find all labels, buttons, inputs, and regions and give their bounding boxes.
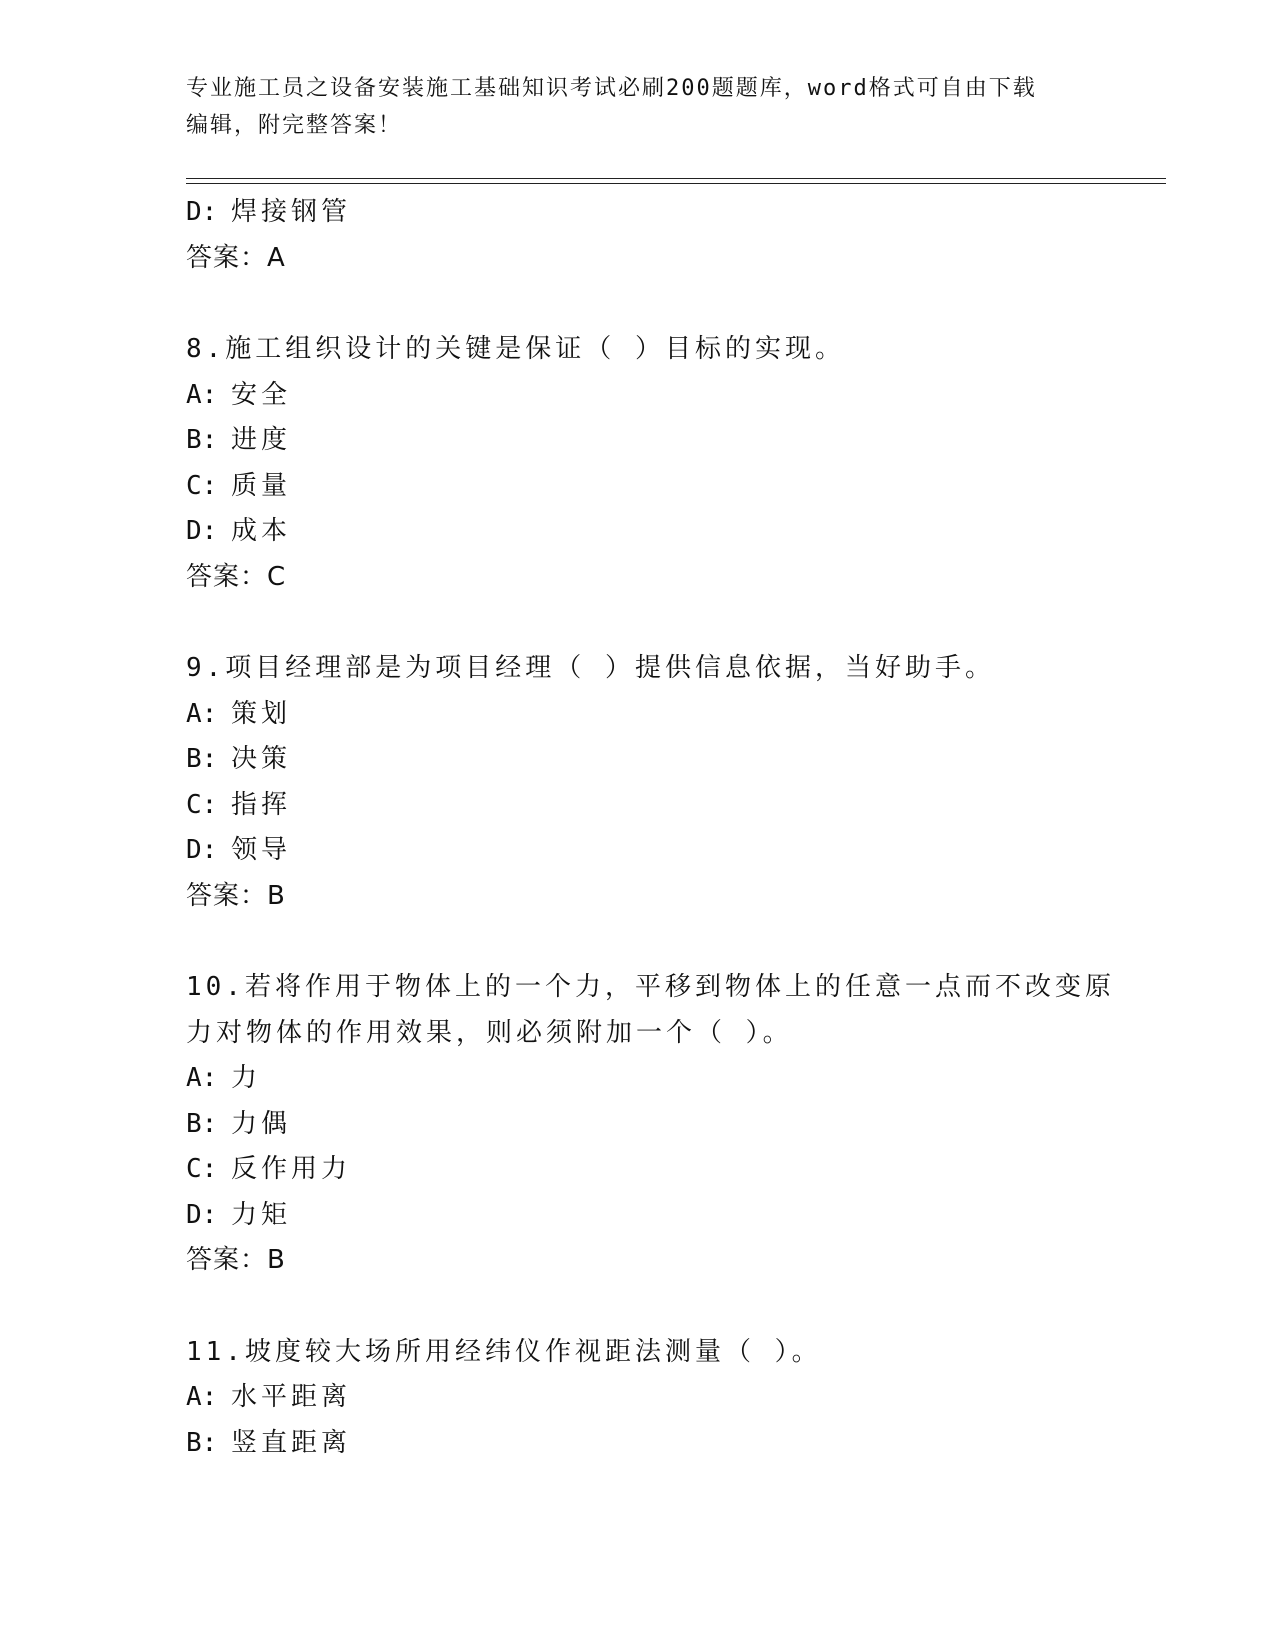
option-text: 成本 (231, 516, 292, 546)
option-label: A: (186, 1063, 218, 1093)
option-label: C: (186, 1154, 218, 1184)
option-label: A: (186, 1382, 218, 1412)
question-stem: 8.施工组织设计的关键是保证（ ）目标的实现。 (186, 334, 845, 364)
option-label: B: (186, 425, 218, 455)
option-text: 进度 (231, 425, 292, 455)
option-a (186, 692, 1166, 738)
option-label: A: (186, 379, 218, 410)
header-line-1: 专业施工员之设备安装施工基础知识考试必刷200题题库，word格式可自由下载 (186, 76, 1037, 101)
header-divider-bottom (186, 183, 1166, 184)
option-text: 竖直距离 (231, 1427, 352, 1458)
header-divider-top (186, 178, 1166, 179)
option-c (186, 783, 1166, 829)
spacer (186, 919, 1166, 965)
spacer (186, 600, 1166, 646)
option-c (186, 464, 1166, 510)
answer-line: 答案：A (186, 242, 286, 273)
spacer (186, 281, 1166, 327)
option-label: C: (186, 470, 218, 501)
option-label: D: (186, 197, 218, 227)
option-d (186, 190, 1166, 236)
question-10 (186, 965, 1166, 1284)
option-label: C: (186, 789, 218, 820)
question-11 (186, 1330, 1166, 1467)
question-8 (186, 327, 1166, 600)
option-a (186, 373, 1166, 419)
option-d (186, 828, 1166, 874)
question-9 (186, 646, 1166, 919)
answer-line: 答案：C (186, 561, 287, 592)
question-stem: 11.坡度较大场所用经纬仪作视距法测量（ ）。 (186, 1336, 822, 1367)
option-a (186, 1375, 1166, 1421)
option-d (186, 509, 1166, 555)
option-text: 质量 (231, 470, 292, 501)
option-label: B: (186, 1427, 218, 1458)
option-label: B: (186, 1108, 218, 1139)
option-text: 焊接钢管 (231, 197, 352, 227)
spacer (186, 1284, 1166, 1330)
option-text: 安全 (231, 379, 292, 410)
option-text: 策划 (231, 698, 292, 729)
option-label: D: (186, 835, 218, 865)
option-text: 水平距离 (231, 1382, 352, 1412)
question-stem-line-2: 力对物体的作用效果，则必须附加一个（ ）。 (186, 1017, 793, 1048)
document-header (186, 70, 1166, 144)
option-a (186, 1056, 1166, 1102)
document-body (186, 190, 1166, 1466)
question-stem-line-1: 10.若将作用于物体上的一个力，平移到物体上的任意一点而不改变原 (186, 972, 1115, 1002)
option-text: 力 (231, 1063, 262, 1093)
option-label: B: (186, 744, 218, 774)
option-text: 决策 (231, 744, 292, 774)
question-stem: 9.项目经理部是为项目经理（ ）提供信息依据，当好助手。 (186, 653, 995, 683)
option-text: 反作用力 (231, 1154, 352, 1184)
option-label: A: (186, 698, 218, 729)
option-label: D: (186, 516, 218, 546)
option-b (186, 418, 1166, 464)
option-c (186, 1147, 1166, 1193)
option-b (186, 1102, 1166, 1148)
header-line-2: 编辑，附完整答案！ (186, 113, 403, 138)
option-label: D: (186, 1199, 218, 1230)
option-d (186, 1193, 1166, 1239)
answer-line: 答案：B (186, 880, 286, 911)
option-text: 指挥 (231, 789, 292, 820)
answer-line: 答案：B (186, 1245, 286, 1275)
option-text: 力偶 (231, 1108, 292, 1139)
option-b (186, 737, 1166, 783)
option-b (186, 1421, 1166, 1467)
option-text: 领导 (231, 835, 292, 865)
option-text: 力矩 (231, 1199, 292, 1230)
